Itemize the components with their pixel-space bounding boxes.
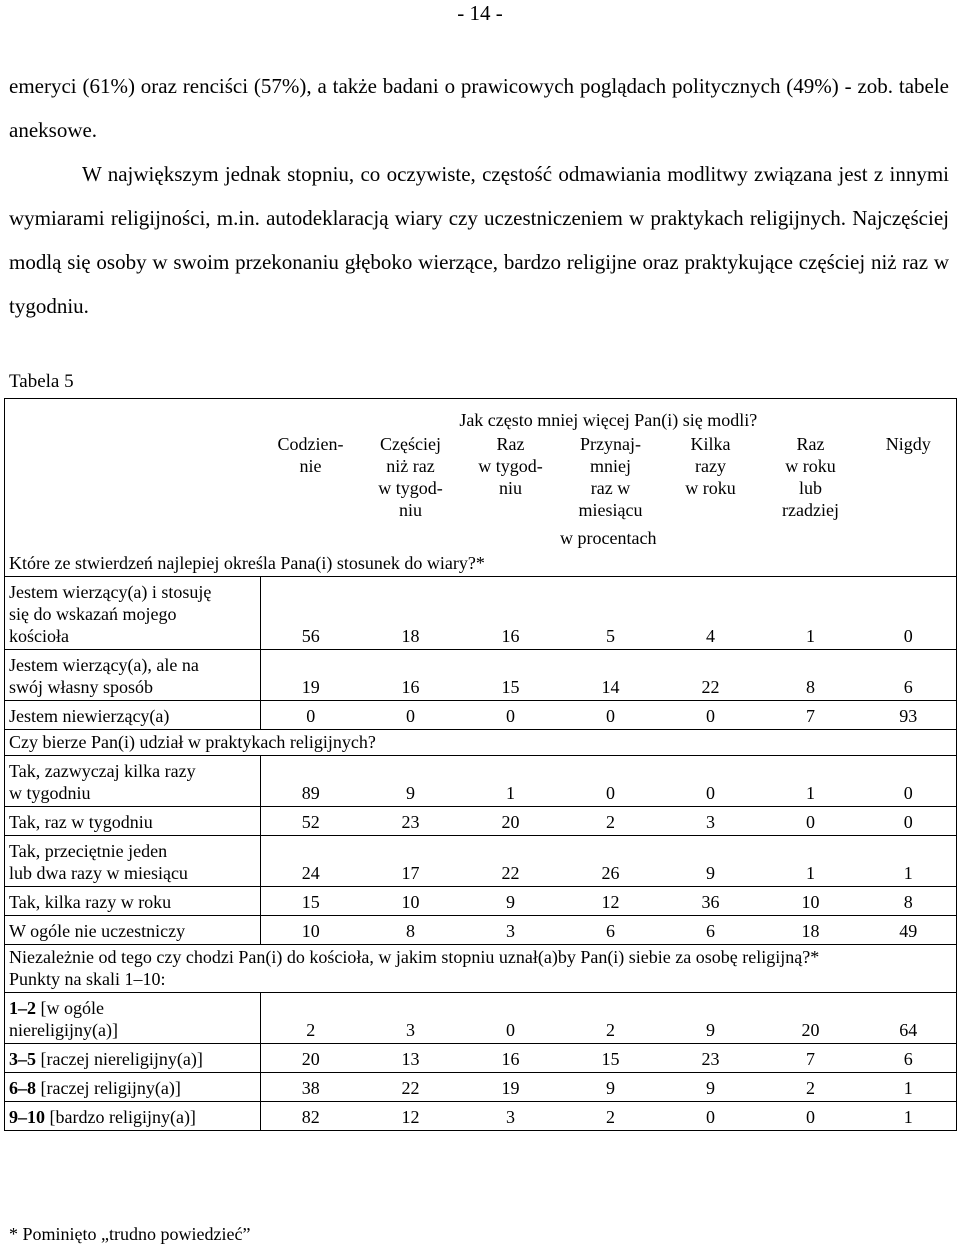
value-cell: 0 [861,756,957,807]
value-cell: 10 [761,887,861,916]
value-cell: 16 [461,1044,561,1073]
row-label-text: [raczej niereligijny(a)] [36,1049,203,1069]
value-cell: 0 [461,701,561,730]
value-cell: 13 [361,1044,461,1073]
value-cell: 0 [561,756,661,807]
value-cell: 1 [761,756,861,807]
value-cell: 16 [461,577,561,650]
value-cell: 8 [361,916,461,945]
table-row [5,1073,957,1102]
column-header: Raz w roku lub rzadziej [782,434,839,520]
row-label-text: Tak, zazwyczaj kilka razy w tygodniu [9,761,196,803]
value-cell: 52 [261,807,361,836]
value-cell: 26 [561,836,661,887]
value-cell: 23 [661,1044,761,1073]
value-cell: 89 [261,756,361,807]
row-label [5,993,261,1044]
value-cell: 1 [461,756,561,807]
value-cell: 2 [561,1102,661,1131]
value-cell: 2 [761,1073,861,1102]
value-cell: 12 [561,887,661,916]
value-cell: 9 [661,993,761,1044]
value-cell: 1 [861,836,957,887]
value-cell: 16 [361,650,461,701]
table-row [5,1102,957,1131]
row-label-scale: 3–5 [9,1049,36,1069]
table-row [5,577,957,650]
section-question: Niezależnie od tego czy chodzi Pan(i) do kościoła, w jakim stopniu uznał(a)by Pan(i) siebie za osobę religijną?* Punkty na skali 1–10: [5,945,957,993]
value-cell: 9 [561,1073,661,1102]
value-cell: 18 [761,916,861,945]
row-label-text: Tak, kilka razy w roku [9,892,172,912]
value-cell: 1 [761,577,861,650]
value-cell: 3 [461,1102,561,1131]
row-label-text: [w ogóle niereligijny(a)] [9,998,118,1040]
value-cell: 3 [361,993,461,1044]
row-label [5,577,261,650]
value-cell: 6 [861,650,957,701]
value-cell: 20 [461,807,561,836]
value-cell: 0 [561,701,661,730]
value-cell: 0 [861,807,957,836]
value-cell: 20 [761,993,861,1044]
header-title-row [5,399,957,434]
value-cell: 15 [261,887,361,916]
row-label-text: Tak, raz w tygodniu [9,812,153,832]
row-label-scale: 6–8 [9,1078,36,1098]
value-cell: 4 [661,577,761,650]
value-cell: 56 [261,577,361,650]
section-question: Czy bierze Pan(i) udział w praktykach religijnych? [5,730,957,756]
value-cell: 2 [561,993,661,1044]
row-label [5,836,261,887]
table-row [5,1044,957,1073]
table-row [5,650,957,701]
value-cell: 9 [661,1073,761,1102]
column-header: Przynaj- mniej raz w miesiącu [578,434,643,520]
value-cell: 18 [361,577,461,650]
value-cell: 6 [661,916,761,945]
row-label [5,1044,261,1073]
value-cell: 10 [361,887,461,916]
value-cell: 1 [861,1102,957,1131]
value-cell: 9 [461,887,561,916]
paragraph-1: emeryci (61%) oraz renciści (57%), a także badani o prawicowych poglądach politycznych (49%) - zob. tabele aneksowe. [9,74,949,142]
table-row [5,701,957,730]
value-cell: 8 [861,887,957,916]
value-cell: 7 [761,1044,861,1073]
value-cell: 49 [861,916,957,945]
value-cell: 20 [261,1044,361,1073]
prayer-frequency-table [4,398,957,1131]
value-cell: 0 [761,1102,861,1131]
value-cell: 17 [361,836,461,887]
value-cell: 12 [361,1102,461,1131]
section-question-row [5,551,957,577]
value-cell: 9 [361,756,461,807]
column-header: Kilka razy w roku [685,434,736,498]
value-cell: 38 [261,1073,361,1102]
row-label-text: Jestem wierzący(a) i stosuję się do wskazań mojego kościoła [9,582,212,646]
table-row [5,807,957,836]
header-corner [5,399,261,552]
value-cell: 1 [761,836,861,887]
column-header: Nigdy [861,433,957,527]
body-text [9,64,949,328]
page-number: - 14 - [457,1,503,25]
value-cell: 0 [461,993,561,1044]
row-label [5,1102,261,1131]
value-cell: 19 [261,650,361,701]
value-cell: 22 [461,836,561,887]
value-cell: 10 [261,916,361,945]
row-label [5,701,261,730]
value-cell: 6 [861,1044,957,1073]
value-cell: 0 [661,756,761,807]
row-label-text: Jestem niewierzący(a) [9,706,170,726]
value-cell: 0 [761,807,861,836]
table-row [5,993,957,1044]
row-label-text: W ogóle nie uczestniczy [9,921,186,941]
value-cell: 23 [361,807,461,836]
value-cell: 64 [861,993,957,1044]
value-cell: 0 [261,701,361,730]
value-cell: 7 [761,701,861,730]
table-row [5,916,957,945]
value-cell: 8 [761,650,861,701]
table-caption: Tabela 5 [9,371,74,392]
row-label [5,916,261,945]
section-question: Które ze stwierdzeń najlepiej określa Pana(i) stosunek do wiary?* [5,551,957,577]
column-header: Raz w tygod- niu [478,434,543,498]
value-cell: 5 [561,577,661,650]
footnote: * Pominięto „trudno powiedzieć” [9,1224,251,1244]
row-label-text: Jestem wierzący(a), ale na swój własny sposób [9,655,199,697]
paragraph-2: W największym jednak stopniu, co oczywiste, częstość odmawiania modlitwy związana jest z innymi wymiarami religijności, m.in. autodeklaracją wiary czy uczestniczeniem w praktykach religijnych. Najczęściej modlą się osoby w swoim przekonaniu głęboko wierzące, bardzo religijne oraz praktykujące częściej niż raz w tygodniu. [9,162,949,318]
value-cell: 24 [261,836,361,887]
row-label-scale: 1–2 [9,998,36,1018]
value-cell: 2 [561,807,661,836]
value-cell: 9 [661,836,761,887]
value-cell: 6 [561,916,661,945]
value-cell: 93 [861,701,957,730]
value-cell: 2 [261,993,361,1044]
question-title: Jak często mniej więcej Pan(i) się modli? [261,399,957,434]
value-cell: 0 [661,701,761,730]
section-question-row [5,945,957,993]
value-cell: 14 [561,650,661,701]
column-header: Częściej niż raz w tygod- niu [378,434,443,520]
value-cell: 3 [661,807,761,836]
unit-label: w procentach [261,527,957,551]
section-question-row [5,730,957,756]
table-row [5,836,957,887]
table-row [5,887,957,916]
value-cell: 15 [561,1044,661,1073]
value-cell: 19 [461,1073,561,1102]
column-header: Codzien- nie [277,434,344,476]
value-cell: 0 [861,577,957,650]
row-label [5,650,261,701]
row-label-text: [raczej religijny(a)] [36,1078,181,1098]
value-cell: 36 [661,887,761,916]
row-label [5,1073,261,1102]
row-label-text: Tak, przeciętnie jeden lub dwa razy w miesiącu [9,841,188,883]
value-cell: 22 [361,1073,461,1102]
value-cell: 0 [361,701,461,730]
row-label [5,807,261,836]
value-cell: 15 [461,650,561,701]
value-cell: 3 [461,916,561,945]
row-label [5,756,261,807]
value-cell: 22 [661,650,761,701]
value-cell: 1 [861,1073,957,1102]
row-label-scale: 9–10 [9,1107,45,1127]
value-cell: 82 [261,1102,361,1131]
table-row [5,756,957,807]
value-cell: 0 [661,1102,761,1131]
row-label [5,887,261,916]
row-label-text: [bardzo religijny(a)] [45,1107,196,1127]
